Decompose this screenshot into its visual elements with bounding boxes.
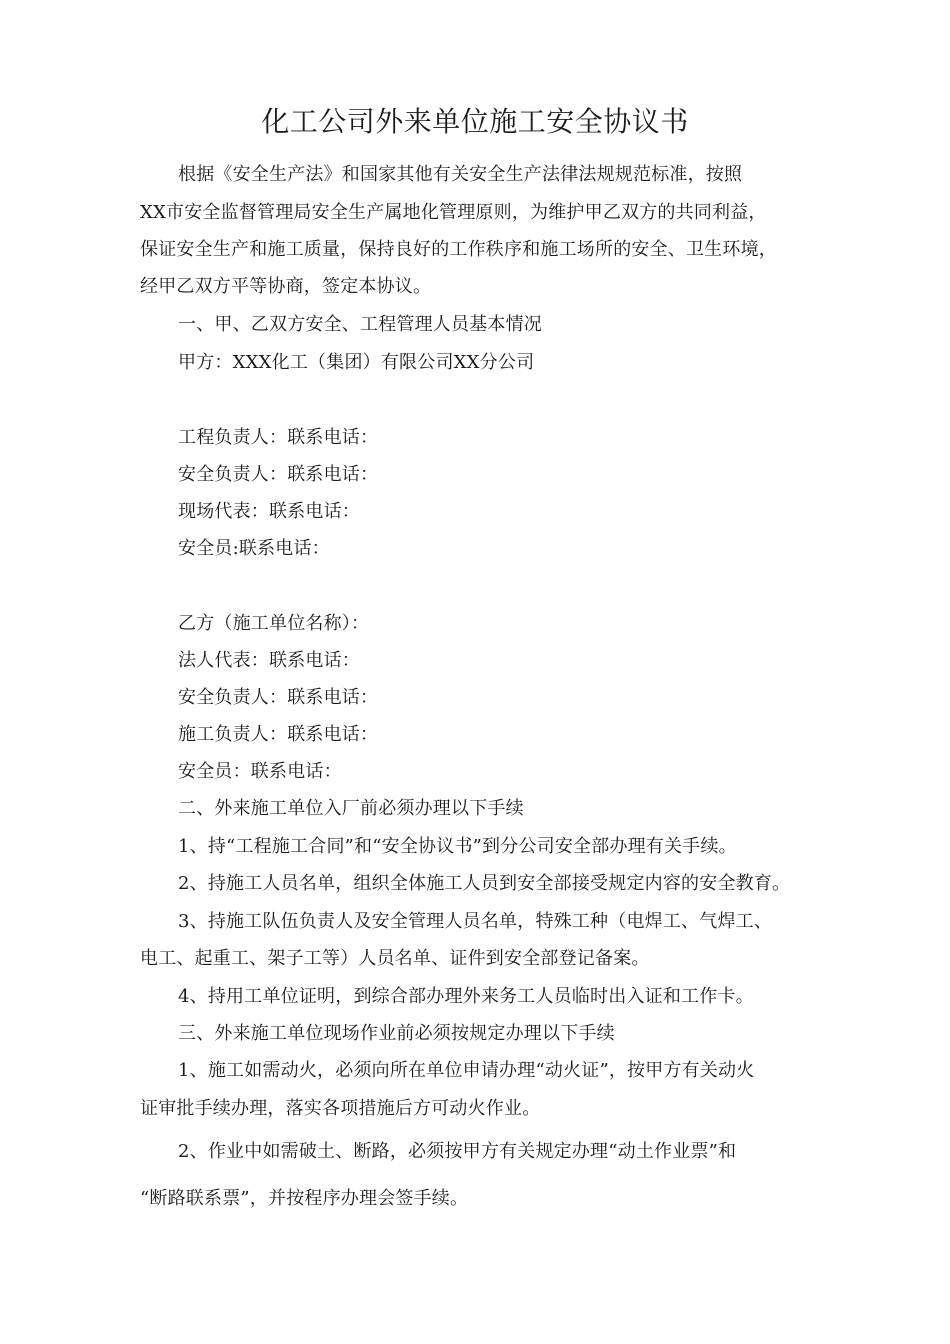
section2-item: 4、持用工单位证明，到综合部办理外来务工人员临时出入证和工作卡。	[178, 986, 754, 1007]
party-a-field: 安全负责人：联系电话：	[178, 464, 379, 485]
intro-line: 根据《安全生产法》和国家其他有关安全生产法律法规规范标准，按照	[178, 164, 743, 185]
intro-line: 经甲乙双方平等协商，签定本协议。	[140, 276, 432, 297]
section2-item: 电工、起重工、架子工等）人员名单、证件到安全部登记备案。	[140, 948, 650, 969]
section2-item: 3、持施工队伍负责人及安全管理人员名单，特殊工种（电焊工、气焊工、	[178, 911, 773, 932]
section1-heading: 一、甲、乙双方安全、工程管理人员基本情况	[178, 314, 542, 335]
party-a-field: 现场代表：联系电话：	[178, 501, 360, 522]
section3-item: 证审批手续办理，落实各项措施后方可动火作业。	[140, 1098, 541, 1119]
party-b-field: 安全员：联系电话：	[178, 761, 342, 782]
intro-line: 保证安全生产和施工质量，保持良好的工作秩序和施工场所的安全、卫生环境，	[140, 239, 777, 260]
party-a-line: 甲方：XXX化工（集团）有限公司XX分公司	[178, 352, 535, 373]
section3-item: 2、作业中如需破土、断路，必须按甲方有关规定办理“动土作业票”和	[178, 1141, 737, 1162]
party-b-line: 乙方（施工单位名称）：	[178, 613, 370, 634]
section2-item: 2、持施工人员名单，组织全体施工人员到安全部接受规定内容的安全教育。	[178, 873, 791, 894]
party-a-field: 安全员:联系电话：	[178, 538, 330, 559]
section2-heading: 二、外来施工单位入厂前必须办理以下手续	[178, 798, 524, 819]
party-b-field: 施工负责人：联系电话：	[178, 724, 379, 745]
section2-item: 1、持“工程施工合同”和“安全协议书”到分公司安全部办理有关手续。	[178, 836, 737, 857]
party-b-field: 安全负责人：联系电话：	[178, 687, 379, 708]
party-b-field: 法人代表：联系电话：	[178, 650, 360, 671]
intro-line: XX市安全监督管理局安全生产属地化管理原则，为维护甲乙双方的共同利益，	[140, 202, 767, 223]
section3-item: “断路联系票”，并按程序办理会签手续。	[140, 1188, 469, 1209]
document-title: 化工公司外来单位施工安全协议书	[261, 105, 689, 138]
section3-heading: 三、外来施工单位现场作业前必须按规定办理以下手续	[178, 1023, 615, 1044]
section3-item: 1、施工如需动火，必须向所在单位申请办理“动火证”，按甲方有关动火	[178, 1060, 755, 1081]
party-a-field: 工程负责人：联系电话：	[178, 427, 379, 448]
